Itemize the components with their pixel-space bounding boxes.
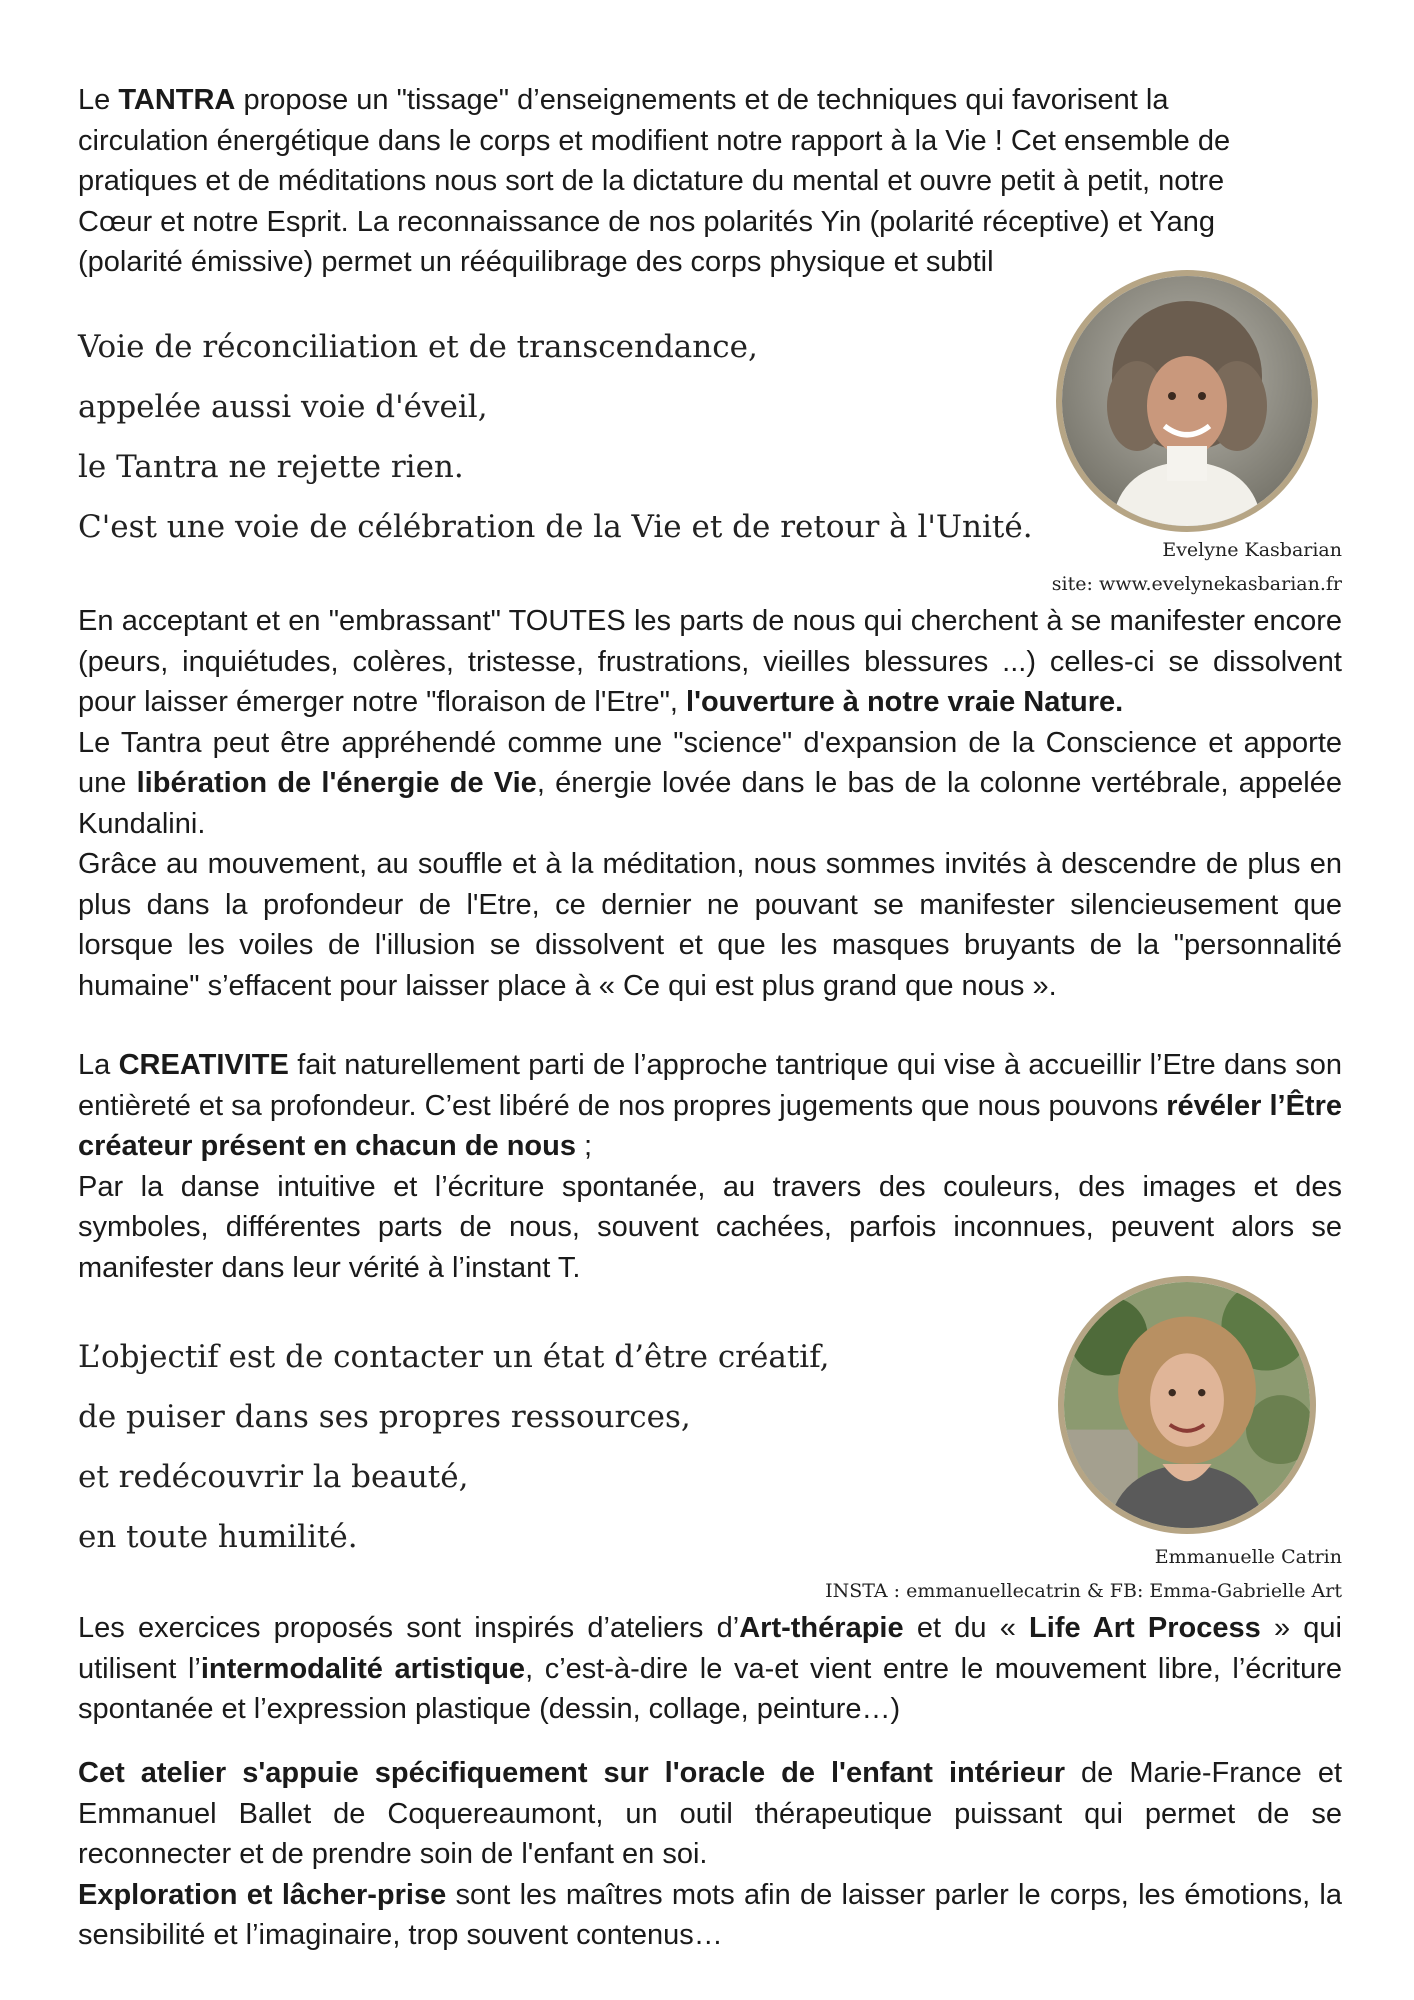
- intro-line-5: (polarité émissive) permet un rééquilibrage des corps physique et subtil: [78, 246, 994, 278]
- intro-line-2: circulation énergétique dans le corps et modifient notre rapport à la Vie ! Cet ensemble de: [78, 124, 1231, 157]
- quote-line: de puiser dans ses propres ressources,: [78, 1399, 691, 1435]
- photo-social-handles: INSTA : emmanuellecatrin & FB: Emma-Gabrielle Art: [825, 1580, 1342, 1602]
- photo-website[interactable]: site: www.evelynekasbarian.fr: [1051, 573, 1342, 595]
- quote-line: L’objectif est de contacter un état d’être créatif,: [78, 1339, 830, 1375]
- oracle-paragraph: Cet atelier s'appuie spécifiquement sur l'oracle de l'enfant intérieur de Marie-France et Emmanuel Ballet de Coquereaumont, un outil thérapeutique puissant qui permet de se reconnecter et de prendre soin de l'enfant en soi. Exploration et lâcher-prise sont les maîtres mots afin de laisser parler le corps, les émotions, la sensibilité et l’imaginaire, trop souvent contenus…: [78, 1757, 1342, 1951]
- tantra-keyword: TANTRA: [118, 84, 236, 116]
- portrait-illustration: [1062, 276, 1312, 526]
- bold-phrase: Life Art Process: [1029, 1612, 1261, 1644]
- intro-line-3: pratiques et de méditations nous sort de la dictature du mental et ouvre petit à petit, notre: [78, 165, 1225, 197]
- art-therapy-paragraph: Les exercices proposés sont inspirés d’ateliers d’Art-thérapie et du « Life Art Process » qui utilisent l’intermodalité artistique, c’est-à-dire le va-et vient entre le mouvement libre, l’écriture spontanée et l’expression plastique (dessin, collage, peinture…): [78, 1612, 1342, 1725]
- tantra-paragraph: En acceptant et en "embrassant" TOUTES les parts de nous qui cherchent à se manifester encore (peurs, inquiétudes, colères, tristesse, frustrations, vieilles blessures ...) celles-ci se dissolvent pour laisser émerger notre "floraison de l'Etre", l'ouverture à notre vraie Nature. Le Tantra peut être appréhendé comme une "science" d'expansion de la Conscience et apporte une libération de l'énergie de Vie, énergie lovée dans le bas de la colonne vertébrale, appelée Kundalini. Grâce au mouvement, au souffle et à la méditation, nous sommes invités à descendre de plus en plus dans la profondeur de l'Etre, ce dernier ne pouvant se manifester silencieusement que lorsque les voiles de l'illusion se dissolvent et que les masques bruyants de la "personnalité humaine" s’effacent pour laisser place à « Ce qui est plus grand que nous ».: [78, 605, 1342, 1002]
- quote-line: appelée aussi voie d'éveil,: [78, 389, 488, 425]
- creativity-paragraph: La CREATIVITE fait naturellement parti de l’approche tantrique qui vise à accueillir l’Etre dans son entièreté et sa profondeur. C’est libéré de nos propres jugements que nous pouvons révéler l’Être créateur présent en chacun de nous ; Par la danse intuitive et l’écriture spontanée, au travers des couleurs, des images et des symboles, différentes parts de nous, souvent cachées, parfois inconnues, peuvent alors se manifester dans leur vérité à l’instant T.: [78, 1049, 1342, 1284]
- quote-line: et redécouvrir la beauté,: [78, 1459, 469, 1495]
- evelyne-portrait: [1056, 270, 1318, 532]
- photo-name: Evelyne Kasbarian: [1162, 539, 1342, 561]
- emmanuelle-caption: [825, 1540, 1342, 1608]
- quote-line: C'est une voie de célébration de la Vie et de retour à l'Unité.: [78, 509, 1033, 545]
- bold-phrase: intermodalité artistique: [200, 1652, 526, 1685]
- tantra-quote: [78, 317, 1033, 557]
- evelyne-caption: [1052, 533, 1342, 601]
- bold-phrase: Cet atelier s'appuie spécifiquement sur l'oracle de l'enfant intérieur: [78, 1757, 1066, 1789]
- emmanuelle-portrait: [1058, 1276, 1316, 1534]
- bold-phrase: Art-thérapie: [739, 1612, 904, 1644]
- intro-line-4: Cœur et notre Esprit. La reconnaissance de nos polarités Yin (polarité réceptive) et Yang: [78, 205, 1215, 238]
- bold-phrase: libération de l'énergie de Vie: [136, 767, 537, 799]
- bold-phrase: Exploration et lâcher-prise: [78, 1878, 447, 1911]
- quote-line: en toute humilité.: [78, 1519, 358, 1555]
- intro-line-1: Le TANTRA propose un "tissage" d’enseignements et de techniques qui favorisent la: [78, 84, 1169, 116]
- bold-phrase: l'ouverture à notre vraie Nature.: [686, 686, 1124, 718]
- portrait-illustration: [1064, 1282, 1310, 1528]
- photo-name: Emmanuelle Catrin: [1154, 1546, 1342, 1568]
- creativite-keyword: CREATIVITE: [118, 1049, 289, 1081]
- quote-line: Voie de réconciliation et de transcendance,: [78, 329, 758, 365]
- bold-phrase: révéler l’Être créateur présent en chacun de nous: [78, 1089, 1342, 1162]
- quote-line: le Tantra ne rejette rien.: [78, 449, 464, 485]
- intro-paragraph: [78, 80, 1342, 283]
- creativity-quote: [78, 1327, 829, 1567]
